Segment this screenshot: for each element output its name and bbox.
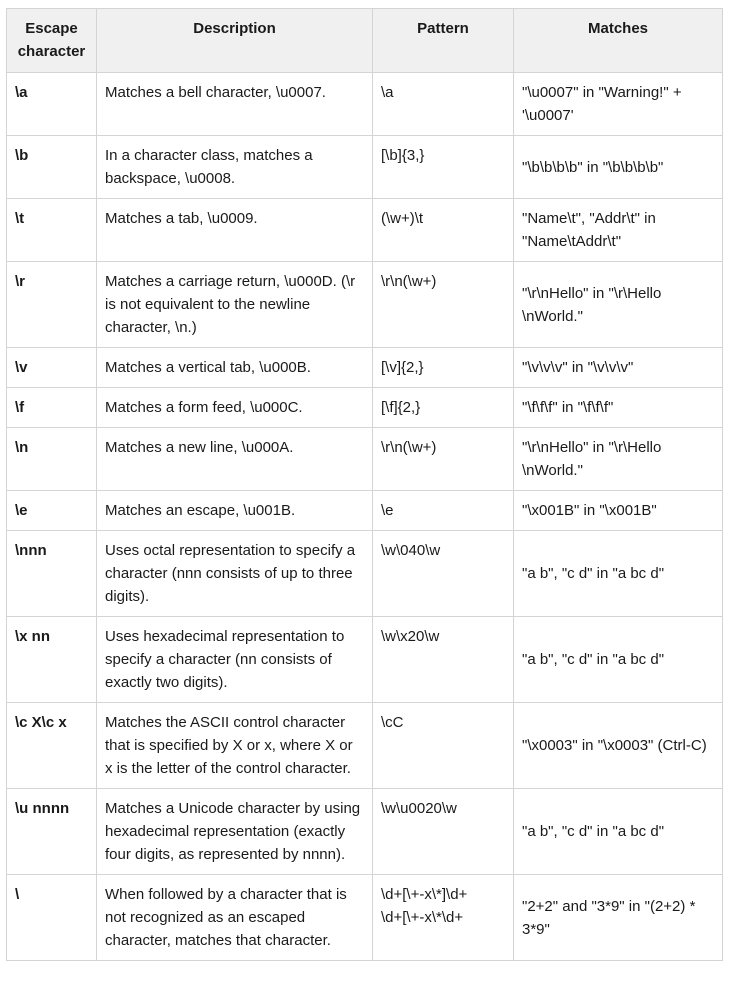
table-row [7,73,723,136]
matches-cell: "\r\nHello" in "\r\Hello \nWorld." [514,428,723,491]
matches-cell: "\u0007" in "Warning!" + '\u0007' [514,73,723,136]
pattern-cell [373,388,514,428]
table-row [7,428,723,491]
pattern-line: \e [381,502,394,519]
pattern-line: \w\u0020\w [381,800,457,817]
pattern-line: \a [381,84,394,101]
header-pattern: Pattern [373,9,514,73]
description-cell: Matches a vertical tab, \u000B. [97,348,373,388]
description-cell: Matches a tab, \u0009. [97,199,373,262]
table-row [7,491,723,531]
table-row [7,136,723,199]
table-row [7,703,723,789]
escape-cell: \b [7,136,97,199]
escape-cell: \a [7,73,97,136]
matches-cell: "\v\v\v" in "\v\v\v" [514,348,723,388]
escape-cell: \x nn [7,617,97,703]
pattern-line: \r\n(\w+) [381,439,437,456]
pattern-line: \d+[\+-x\*]\d+ [381,886,468,903]
pattern-cell [373,136,514,199]
pattern-cell [373,875,514,961]
pattern-cell [373,789,514,875]
table-row [7,875,723,961]
pattern-line: \cC [381,714,404,731]
pattern-line: \w\x20\w [381,628,440,645]
matches-cell: "a b", "c d" in "a bc d" [514,531,723,617]
matches-cell: "\b\b\b\b" in "\b\b\b\b" [514,136,723,199]
table-row [7,789,723,875]
pattern-cell [373,199,514,262]
escape-cell: \n [7,428,97,491]
escape-cell: \u nnnn [7,789,97,875]
escape-cell: \f [7,388,97,428]
escape-cell: \t [7,199,97,262]
pattern-line: \d+[\+-x\*\d+ [381,909,464,926]
description-cell: Matches a Unicode character by using hexadecimal representation (exactly four digits, as represented by nnnn). [97,789,373,875]
escape-cell: \e [7,491,97,531]
pattern-line: [\v]{2,} [381,359,424,376]
header-matches: Matches [514,9,723,73]
header-description: Description [97,9,373,73]
description-cell: When followed by a character that is not recognized as an escaped character, matches that character. [97,875,373,961]
pattern-line: (\w+)\t [381,210,424,227]
table-row [7,348,723,388]
matches-cell: "\x001B" in "\x001B" [514,491,723,531]
header-escape-character: Escape character [7,9,97,73]
pattern-cell [373,491,514,531]
table-row [7,531,723,617]
matches-cell: "a b", "c d" in "a bc d" [514,617,723,703]
description-cell: Uses octal representation to specify a character (nnn consists of up to three digits). [97,531,373,617]
pattern-cell [373,617,514,703]
escape-cell: \r [7,262,97,348]
pattern-cell [373,73,514,136]
pattern-cell [373,348,514,388]
matches-cell: "2+2" and "3*9" in "(2+2) * 3*9" [514,875,723,961]
pattern-line: \w\040\w [381,542,441,559]
table-body [7,73,723,961]
table-row [7,199,723,262]
description-cell: Uses hexadecimal representation to specify a character (nn consists of exactly two digits). [97,617,373,703]
header-row [7,9,723,73]
escape-cell: \c X\c x [7,703,97,789]
pattern-cell [373,531,514,617]
pattern-cell [373,703,514,789]
matches-cell: "\x0003" in "\x0003" (Ctrl-C) [514,703,723,789]
description-cell: Matches a form feed, \u000C. [97,388,373,428]
description-cell: Matches the ASCII control character that is specified by X or x, where X or x is the letter of the control character. [97,703,373,789]
escape-cell: \nnn [7,531,97,617]
pattern-line: [\b]{3,} [381,147,425,164]
description-cell: Matches a carriage return, \u000D. (\r is not equivalent to the newline character, \n.) [97,262,373,348]
matches-cell: "Name\t", "Addr\t" in "Name\tAddr\t" [514,199,723,262]
description-cell: Matches a bell character, \u0007. [97,73,373,136]
matches-cell: "\r\nHello" in "\r\Hello \nWorld." [514,262,723,348]
matches-cell: "\f\f\f" in "\f\f\f" [514,388,723,428]
pattern-line: \r\n(\w+) [381,273,437,290]
escape-cell: \v [7,348,97,388]
description-cell: Matches a new line, \u000A. [97,428,373,491]
escape-cell: \ [7,875,97,961]
table-row [7,388,723,428]
pattern-line: [\f]{2,} [381,399,421,416]
table-header [7,9,723,73]
pattern-cell [373,428,514,491]
pattern-cell [373,262,514,348]
description-cell: In a character class, matches a backspace, \u0008. [97,136,373,199]
document [6,8,722,961]
table-row [7,617,723,703]
matches-cell: "a b", "c d" in "a bc d" [514,789,723,875]
table-row [7,262,723,348]
escape-characters-table [6,8,723,961]
description-cell: Matches an escape, \u001B. [97,491,373,531]
